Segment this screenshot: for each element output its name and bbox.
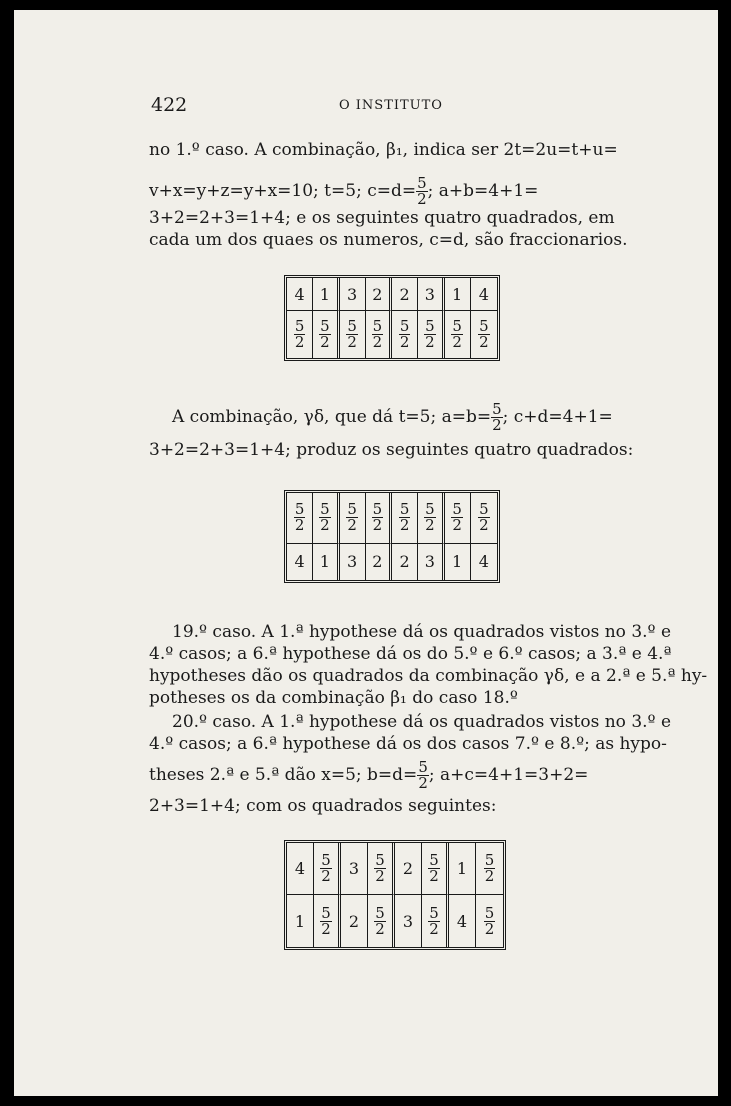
fraction — [294, 502, 306, 533]
para4-line3-a: theses 2.ª e 5.ª dão x=5; b=d= — [149, 765, 418, 785]
fraction — [478, 319, 490, 350]
table-cell — [418, 311, 444, 358]
fraction-numerator: 5 — [294, 500, 305, 519]
fraction — [374, 903, 386, 938]
table-cell — [471, 493, 497, 544]
fraction-numerator: 5 — [372, 500, 383, 519]
table-cell — [341, 895, 368, 947]
fraction-numerator: 5 — [492, 400, 502, 418]
para4-line3 — [149, 760, 588, 791]
para2-line1-b: ; c+d=4+1= — [502, 407, 613, 427]
para1-line2-b: ; a+b=4+1= — [427, 181, 539, 201]
para4-fraction — [417, 760, 429, 791]
fraction — [372, 319, 384, 350]
table-cell — [340, 493, 366, 544]
table-cell — [449, 895, 476, 947]
fraction-numerator: 5 — [484, 903, 495, 922]
para1-line4: cada um dos quaes os numeros, c=d, são fraccionarios. — [149, 230, 628, 250]
fraction-numerator: 5 — [484, 851, 495, 869]
fraction-numerator: 5 — [429, 851, 439, 869]
para3-line3: hypotheses dão os quadrados da combinação γδ, e a 2.ª e 5.ª hy- — [149, 666, 708, 686]
table-cell: 4 — [478, 552, 489, 572]
fraction-denominator: 2 — [425, 516, 435, 535]
table-cell — [287, 493, 313, 544]
fraction-denominator: 2 — [294, 333, 305, 352]
fraction-denominator: 2 — [484, 919, 495, 938]
cell-value: 3 — [348, 859, 360, 878]
cell-value: 2 — [402, 859, 414, 878]
fraction-denominator: 2 — [452, 516, 462, 535]
fraction — [399, 502, 411, 533]
para3-line1: 19.º caso. A 1.ª hypothese dá os quadrados vistos no 3.º e — [172, 622, 672, 642]
fraction-denominator: 2 — [347, 516, 357, 535]
para3-line4: potheses os da combinação β₁ do caso 18.º — [149, 688, 518, 708]
table-cell: 2 — [392, 544, 418, 580]
table-cell — [445, 493, 471, 544]
fraction-numerator: 5 — [399, 317, 410, 336]
table-cell — [392, 493, 418, 544]
table-cell — [422, 843, 449, 895]
fraction — [319, 319, 331, 350]
fraction-denominator: 2 — [399, 333, 410, 352]
table-cell: 2 — [366, 544, 392, 580]
table-cell — [395, 895, 422, 947]
page-number: 422 — [151, 94, 188, 116]
fraction-denominator: 2 — [492, 416, 502, 434]
fraction — [478, 502, 490, 533]
fraction-denominator: 2 — [417, 190, 427, 208]
fraction-denominator: 2 — [375, 919, 385, 938]
fraction-numerator: 5 — [347, 500, 357, 519]
fraction-numerator: 5 — [321, 903, 331, 922]
table-cell — [314, 895, 341, 947]
table-cell — [418, 493, 444, 544]
fraction-denominator: 2 — [479, 516, 489, 535]
fraction-denominator: 2 — [294, 516, 305, 535]
table-cell — [313, 311, 339, 358]
fraction-denominator: 2 — [479, 333, 489, 352]
magic-squares-table-2 — [284, 490, 500, 583]
table-cell — [422, 895, 449, 947]
fraction-denominator: 2 — [429, 919, 439, 938]
fraction-numerator: 5 — [320, 500, 330, 519]
fraction — [484, 903, 496, 938]
fraction-numerator: 5 — [452, 500, 462, 519]
fraction — [484, 853, 496, 884]
table-cell: 4 — [287, 278, 313, 311]
fraction-denominator: 2 — [372, 516, 383, 535]
fraction-numerator: 5 — [479, 317, 489, 336]
table-cell — [287, 895, 314, 947]
para1-line3: 3+2=2+3=1+4; e os seguintes quatro quadrados, em — [149, 208, 615, 228]
table-cell — [476, 843, 503, 895]
fraction-denominator: 2 — [425, 333, 435, 352]
table-cell: 1 — [313, 278, 339, 311]
fraction — [399, 319, 411, 350]
fraction-numerator: 5 — [375, 851, 385, 869]
table-cell: 3 — [340, 544, 366, 580]
fraction-numerator: 5 — [425, 317, 435, 336]
para1-line2-a: v+x=y+z=y+x=10; t=5; c=d= — [149, 181, 417, 201]
table-cell: 3 — [418, 544, 444, 580]
fraction-denominator: 2 — [429, 867, 439, 885]
fraction-numerator: 5 — [418, 758, 428, 776]
table-cell: 2 — [392, 278, 418, 311]
para2-fraction — [491, 402, 503, 433]
fraction — [428, 903, 440, 938]
para1-line1: no 1.º caso. A combinação, β₁, indica ser 2t=2u=t+u= — [149, 140, 618, 160]
para2-line1-a: A combinação, γδ, que dá t=5; a=b= — [172, 407, 492, 427]
table-cell — [287, 843, 314, 895]
fraction — [451, 502, 463, 533]
para4-line3-b: ; a+c=4+1=3+2= — [428, 765, 589, 785]
fraction-denominator: 2 — [320, 516, 330, 535]
fraction-numerator: 5 — [479, 500, 489, 519]
fraction-denominator: 2 — [320, 333, 330, 352]
fraction — [424, 319, 436, 350]
cell-value: 4 — [294, 859, 306, 878]
fraction-numerator: 5 — [372, 317, 383, 336]
para1-fraction — [416, 176, 428, 207]
table-cell: 1 — [445, 544, 471, 580]
fraction-denominator: 2 — [452, 333, 462, 352]
table-cell: 1 — [445, 278, 471, 311]
fraction — [374, 853, 386, 884]
cell-value: 4 — [456, 911, 468, 931]
fraction-numerator: 5 — [452, 317, 462, 336]
para4-line1: 20.º caso. A 1.ª hypothese dá os quadrados vistos no 3.º e — [172, 712, 672, 732]
fraction-denominator: 2 — [399, 516, 410, 535]
table-cell — [471, 311, 497, 358]
fraction-denominator: 2 — [372, 333, 383, 352]
fraction — [372, 502, 384, 533]
magic-squares-table-3 — [284, 840, 506, 950]
magic-squares-table-1 — [284, 275, 500, 361]
para2-line1 — [172, 402, 613, 433]
table-cell: 3 — [340, 278, 366, 311]
fraction-numerator: 5 — [347, 317, 357, 336]
table-cell — [449, 843, 476, 895]
fraction-denominator: 2 — [321, 919, 331, 938]
table-cell: 4 — [287, 544, 313, 580]
fraction — [346, 502, 358, 533]
fraction — [346, 319, 358, 350]
table-cell: 1 — [313, 544, 339, 580]
cell-value: 1 — [294, 911, 306, 931]
fraction-denominator: 2 — [321, 867, 331, 885]
table-cell — [340, 311, 366, 358]
fraction-numerator: 5 — [425, 500, 435, 519]
cell-value: 1 — [456, 859, 468, 878]
cell-value: 3 — [402, 911, 414, 931]
book-page — [14, 10, 718, 1096]
fraction-denominator: 2 — [375, 867, 385, 885]
fraction — [320, 853, 332, 884]
table-cell — [314, 843, 341, 895]
fraction-denominator: 2 — [347, 333, 357, 352]
fraction-numerator: 5 — [417, 174, 427, 192]
para1-line2 — [149, 176, 538, 207]
table-cell — [445, 311, 471, 358]
table-cell: 3 — [418, 278, 444, 311]
table-cell — [366, 493, 392, 544]
fraction-numerator: 5 — [399, 500, 410, 519]
fraction-numerator: 5 — [429, 903, 439, 922]
para3-line2: 4.º casos; a 6.ª hypothese dá os do 5.º e 6.º casos; a 3.ª e 4.ª — [149, 644, 672, 664]
table-cell — [341, 843, 368, 895]
running-title: O INSTITUTO — [339, 98, 443, 113]
fraction — [320, 903, 332, 938]
table-cell: 2 — [366, 278, 392, 311]
fraction-numerator: 5 — [294, 317, 305, 336]
table-cell — [313, 493, 339, 544]
cell-value: 2 — [348, 911, 360, 931]
para2-line2: 3+2=2+3=1+4; produz os seguintes quatro quadrados: — [149, 440, 634, 460]
table-cell — [476, 895, 503, 947]
table-cell — [392, 311, 418, 358]
fraction-denominator: 2 — [484, 867, 495, 885]
fraction — [424, 502, 436, 533]
para4-line4: 2+3=1+4; com os quadrados seguintes: — [149, 796, 497, 816]
para4-line2: 4.º casos; a 6.ª hypothese dá os dos casos 7.º e 8.º; as hypo- — [149, 734, 667, 754]
fraction — [294, 319, 306, 350]
fraction-denominator: 2 — [418, 774, 428, 792]
table-cell: 4 — [471, 278, 497, 311]
table-cell — [368, 843, 395, 895]
fraction — [451, 319, 463, 350]
fraction — [428, 853, 440, 884]
fraction-numerator: 5 — [321, 851, 331, 869]
fraction — [319, 502, 331, 533]
table-cell — [287, 311, 313, 358]
table-cell — [368, 895, 395, 947]
table-cell — [395, 843, 422, 895]
fraction-numerator: 5 — [375, 903, 385, 922]
fraction-numerator: 5 — [320, 317, 330, 336]
table-cell — [366, 311, 392, 358]
